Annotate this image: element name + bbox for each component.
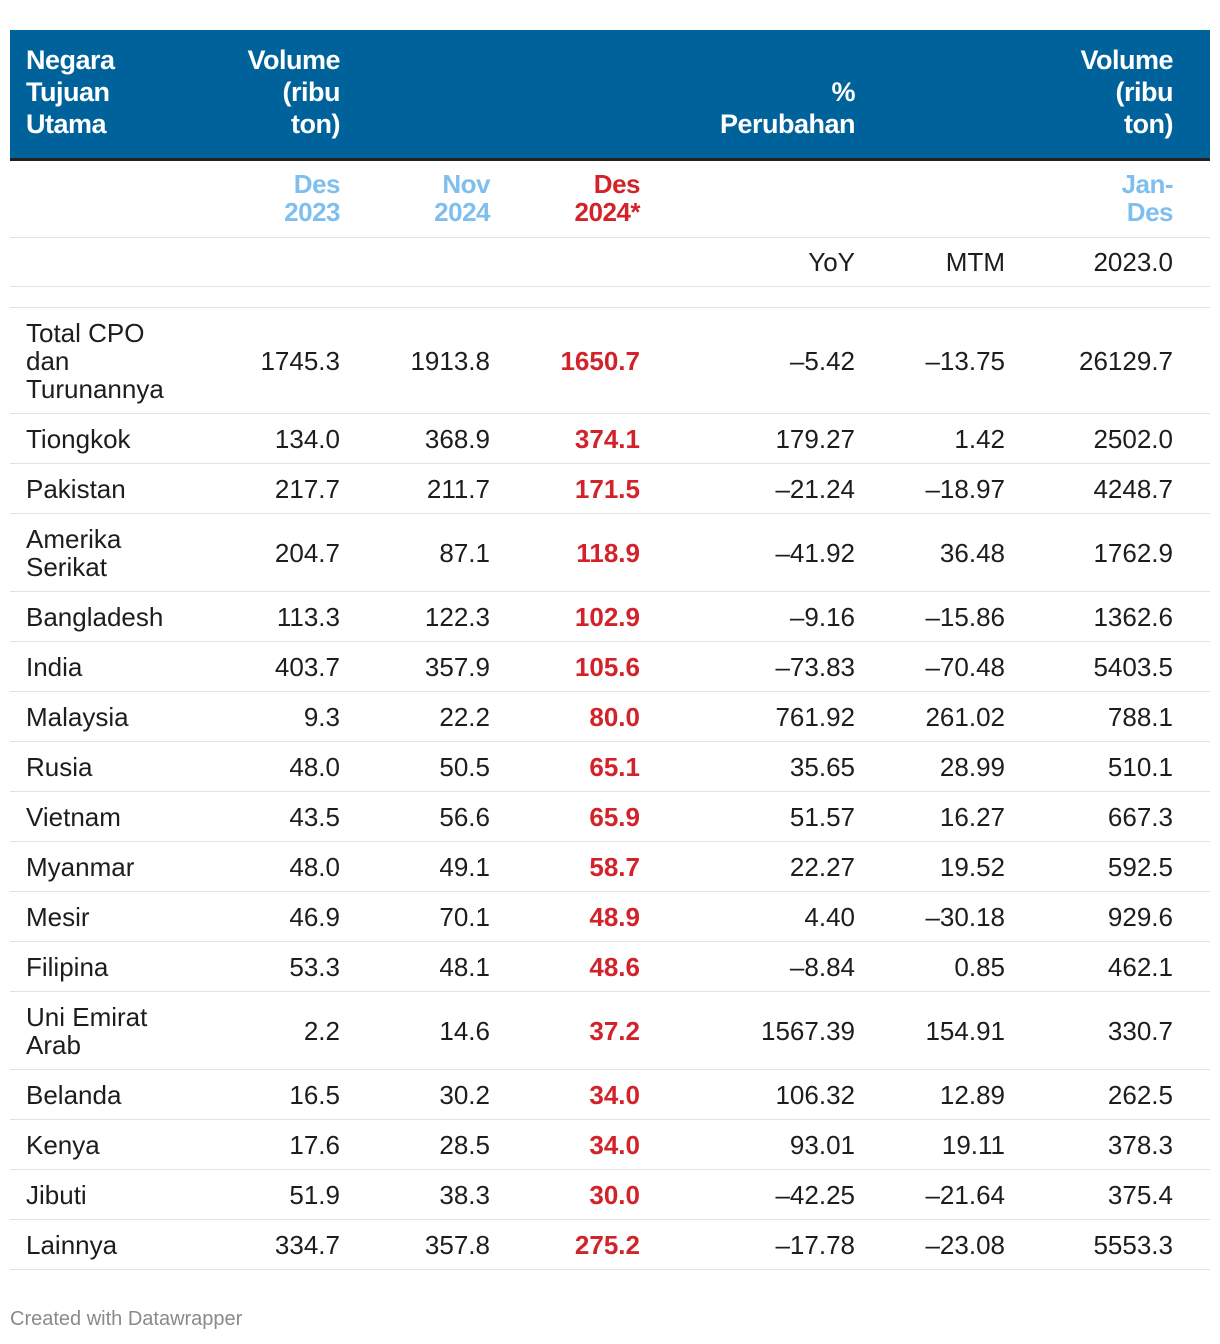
table-row bbox=[10, 992, 1210, 1070]
cell-total: 4248.7 bbox=[1005, 464, 1210, 514]
cell-des2023: 2.2 bbox=[180, 992, 340, 1070]
country-name: Myanmar bbox=[10, 842, 180, 892]
cell-yoy: –9.16 bbox=[640, 592, 855, 642]
country-name: Filipina bbox=[10, 942, 180, 992]
cell-des2024: 48.6 bbox=[490, 942, 640, 992]
header-change-label: % Perubahan bbox=[719, 77, 855, 139]
cell-des2023: 113.3 bbox=[180, 592, 340, 642]
cell-yoy: 93.01 bbox=[640, 1120, 855, 1170]
subheader-empty-3 bbox=[855, 161, 1005, 238]
cell-yoy: 106.32 bbox=[640, 1070, 855, 1120]
cell-des2024: 102.9 bbox=[490, 592, 640, 642]
data-table-container bbox=[10, 30, 1210, 1270]
cell-des2024: 65.9 bbox=[490, 792, 640, 842]
cell-des2023: 204.7 bbox=[180, 514, 340, 592]
cell-mtm: 19.52 bbox=[855, 842, 1005, 892]
subheader2-empty-3 bbox=[340, 238, 490, 287]
cell-des2024: 30.0 bbox=[490, 1170, 640, 1220]
subheader-des2023 bbox=[180, 161, 340, 238]
table-row bbox=[10, 1220, 1210, 1270]
cell-yoy: 1567.39 bbox=[640, 992, 855, 1070]
cell-nov2024: 1913.8 bbox=[340, 308, 490, 414]
cell-nov2024: 87.1 bbox=[340, 514, 490, 592]
cell-des2024: 275.2 bbox=[490, 1220, 640, 1270]
cell-mtm: –13.75 bbox=[855, 308, 1005, 414]
country-name: Tiongkok bbox=[10, 414, 180, 464]
table-row bbox=[10, 514, 1210, 592]
subheader-nov2024 bbox=[340, 161, 490, 238]
cell-nov2024: 357.8 bbox=[340, 1220, 490, 1270]
cell-des2024: 58.7 bbox=[490, 842, 640, 892]
country-name: Amerika Serikat bbox=[10, 514, 180, 592]
cell-yoy: 22.27 bbox=[640, 842, 855, 892]
cell-mtm: 12.89 bbox=[855, 1070, 1005, 1120]
cell-mtm: 16.27 bbox=[855, 792, 1005, 842]
cell-nov2024: 22.2 bbox=[340, 692, 490, 742]
cell-des2024: 1650.7 bbox=[490, 308, 640, 414]
cell-nov2024: 14.6 bbox=[340, 992, 490, 1070]
cell-des2024: 65.1 bbox=[490, 742, 640, 792]
cell-nov2024: 357.9 bbox=[340, 642, 490, 692]
table-row bbox=[10, 692, 1210, 742]
cell-des2024: 48.9 bbox=[490, 892, 640, 942]
cell-nov2024: 48.1 bbox=[340, 942, 490, 992]
cell-total: 5553.3 bbox=[1005, 1220, 1210, 1270]
table-row bbox=[10, 842, 1210, 892]
country-name: Bangladesh bbox=[10, 592, 180, 642]
header-country-label: Negara Tujuan Utama bbox=[26, 45, 115, 139]
subheader2-empty-4 bbox=[490, 238, 640, 287]
cell-yoy: 35.65 bbox=[640, 742, 855, 792]
cell-yoy: 179.27 bbox=[640, 414, 855, 464]
cell-mtm: –23.08 bbox=[855, 1220, 1005, 1270]
cell-des2024: 34.0 bbox=[490, 1120, 640, 1170]
cell-total: 26129.7 bbox=[1005, 308, 1210, 414]
cell-nov2024: 122.3 bbox=[340, 592, 490, 642]
cell-yoy: –42.25 bbox=[640, 1170, 855, 1220]
cell-total: 788.1 bbox=[1005, 692, 1210, 742]
subheader2-empty-2 bbox=[180, 238, 340, 287]
cell-des2024: 118.9 bbox=[490, 514, 640, 592]
cell-yoy: –8.84 bbox=[640, 942, 855, 992]
country-name: Malaysia bbox=[10, 692, 180, 742]
subheader-row bbox=[10, 161, 1210, 238]
cell-nov2024: 70.1 bbox=[340, 892, 490, 942]
country-name: Rusia bbox=[10, 742, 180, 792]
cell-total: 375.4 bbox=[1005, 1170, 1210, 1220]
cell-total: 378.3 bbox=[1005, 1120, 1210, 1170]
subheader2-year: 2023.0 bbox=[1005, 238, 1210, 287]
cell-mtm: –70.48 bbox=[855, 642, 1005, 692]
table-row bbox=[10, 464, 1210, 514]
subheader-nov2024-label: Nov 2024 bbox=[434, 169, 490, 227]
cell-yoy: 4.40 bbox=[640, 892, 855, 942]
cell-des2023: 134.0 bbox=[180, 414, 340, 464]
table-row bbox=[10, 1170, 1210, 1220]
cell-total: 592.5 bbox=[1005, 842, 1210, 892]
header-empty-1 bbox=[340, 30, 490, 158]
cell-mtm: 1.42 bbox=[855, 414, 1005, 464]
header-volume bbox=[180, 30, 340, 158]
cell-des2024: 105.6 bbox=[490, 642, 640, 692]
cell-des2024: 34.0 bbox=[490, 1070, 640, 1120]
cell-mtm: –30.18 bbox=[855, 892, 1005, 942]
country-name: Jibuti bbox=[10, 1170, 180, 1220]
cell-yoy: 51.57 bbox=[640, 792, 855, 842]
cell-des2024: 171.5 bbox=[490, 464, 640, 514]
cell-des2024: 374.1 bbox=[490, 414, 640, 464]
table-row bbox=[10, 1120, 1210, 1170]
cell-des2023: 53.3 bbox=[180, 942, 340, 992]
cell-yoy: –21.24 bbox=[640, 464, 855, 514]
table-row bbox=[10, 642, 1210, 692]
subheader2-mtm: MTM bbox=[855, 238, 1005, 287]
cell-total: 262.5 bbox=[1005, 1070, 1210, 1120]
subheader-empty bbox=[10, 161, 180, 238]
country-name: Pakistan bbox=[10, 464, 180, 514]
cell-mtm: –21.64 bbox=[855, 1170, 1005, 1220]
cell-nov2024: 211.7 bbox=[340, 464, 490, 514]
country-name: Lainnya bbox=[10, 1220, 180, 1270]
footer-credit: Created with Datawrapper bbox=[10, 1308, 243, 1330]
cell-mtm: 36.48 bbox=[855, 514, 1005, 592]
cell-nov2024: 56.6 bbox=[340, 792, 490, 842]
country-name: India bbox=[10, 642, 180, 692]
cell-total: 929.6 bbox=[1005, 892, 1210, 942]
header-empty-2 bbox=[490, 30, 640, 158]
country-name: Mesir bbox=[10, 892, 180, 942]
cell-nov2024: 49.1 bbox=[340, 842, 490, 892]
country-name: Belanda bbox=[10, 1070, 180, 1120]
header-change bbox=[640, 30, 855, 158]
cell-nov2024: 28.5 bbox=[340, 1120, 490, 1170]
cell-mtm: 19.11 bbox=[855, 1120, 1005, 1170]
header-country bbox=[10, 30, 180, 158]
cell-nov2024: 368.9 bbox=[340, 414, 490, 464]
header-volume-label: Volume (ribu ton) bbox=[247, 45, 340, 139]
cell-des2023: 16.5 bbox=[180, 1070, 340, 1120]
table-row bbox=[10, 792, 1210, 842]
cell-yoy: –73.83 bbox=[640, 642, 855, 692]
subheader-des2024-label: Des 2024* bbox=[574, 169, 640, 227]
cell-des2024: 80.0 bbox=[490, 692, 640, 742]
header-row bbox=[10, 30, 1210, 158]
cell-des2023: 334.7 bbox=[180, 1220, 340, 1270]
cell-yoy: –17.78 bbox=[640, 1220, 855, 1270]
subheader-jandes-label: Jan-Des bbox=[1121, 169, 1173, 227]
subheader-des2023-label: Des 2023 bbox=[284, 169, 340, 227]
subheader2-empty-1 bbox=[10, 238, 180, 287]
cell-mtm: 28.99 bbox=[855, 742, 1005, 792]
country-name: Kenya bbox=[10, 1120, 180, 1170]
subheader2-yoy: YoY bbox=[640, 238, 855, 287]
cell-des2023: 217.7 bbox=[180, 464, 340, 514]
cell-total: 330.7 bbox=[1005, 992, 1210, 1070]
cell-des2023: 51.9 bbox=[180, 1170, 340, 1220]
cell-des2023: 1745.3 bbox=[180, 308, 340, 414]
table-row bbox=[10, 592, 1210, 642]
country-name: Uni Emirat Arab bbox=[10, 992, 180, 1070]
cell-des2024: 37.2 bbox=[490, 992, 640, 1070]
cell-total: 5403.5 bbox=[1005, 642, 1210, 692]
cell-total: 510.1 bbox=[1005, 742, 1210, 792]
cell-total: 667.3 bbox=[1005, 792, 1210, 842]
header-empty-3 bbox=[855, 30, 1005, 158]
gap-row bbox=[10, 287, 1210, 308]
table-row bbox=[10, 414, 1210, 464]
cell-des2023: 403.7 bbox=[180, 642, 340, 692]
cell-nov2024: 30.2 bbox=[340, 1070, 490, 1120]
table-row bbox=[10, 742, 1210, 792]
cell-des2023: 9.3 bbox=[180, 692, 340, 742]
cell-yoy: –41.92 bbox=[640, 514, 855, 592]
country-name: Total CPO dan Turunannya bbox=[10, 308, 180, 414]
country-name: Vietnam bbox=[10, 792, 180, 842]
cell-des2023: 17.6 bbox=[180, 1120, 340, 1170]
data-table bbox=[10, 30, 1210, 1270]
cell-nov2024: 50.5 bbox=[340, 742, 490, 792]
cell-total: 1362.6 bbox=[1005, 592, 1210, 642]
cell-mtm: –18.97 bbox=[855, 464, 1005, 514]
subheader-empty-2 bbox=[640, 161, 855, 238]
cell-mtm: 0.85 bbox=[855, 942, 1005, 992]
cell-mtm: –15.86 bbox=[855, 592, 1005, 642]
subheader-des2024 bbox=[490, 161, 640, 238]
cell-yoy: –5.42 bbox=[640, 308, 855, 414]
cell-yoy: 761.92 bbox=[640, 692, 855, 742]
table-row bbox=[10, 308, 1210, 414]
cell-des2023: 48.0 bbox=[180, 742, 340, 792]
cell-mtm: 154.91 bbox=[855, 992, 1005, 1070]
cell-total: 1762.9 bbox=[1005, 514, 1210, 592]
cell-des2023: 43.5 bbox=[180, 792, 340, 842]
cell-nov2024: 38.3 bbox=[340, 1170, 490, 1220]
cell-des2023: 48.0 bbox=[180, 842, 340, 892]
subheader2-row bbox=[10, 238, 1210, 287]
cell-total: 462.1 bbox=[1005, 942, 1210, 992]
subheader-jandes bbox=[1005, 161, 1210, 238]
header-volume-year bbox=[1005, 30, 1210, 158]
table-row bbox=[10, 892, 1210, 942]
cell-mtm: 261.02 bbox=[855, 692, 1005, 742]
table-row bbox=[10, 942, 1210, 992]
header-volume-year-label: Volume (ribu ton) bbox=[1080, 45, 1173, 139]
table-row bbox=[10, 1070, 1210, 1120]
cell-des2023: 46.9 bbox=[180, 892, 340, 942]
cell-total: 2502.0 bbox=[1005, 414, 1210, 464]
